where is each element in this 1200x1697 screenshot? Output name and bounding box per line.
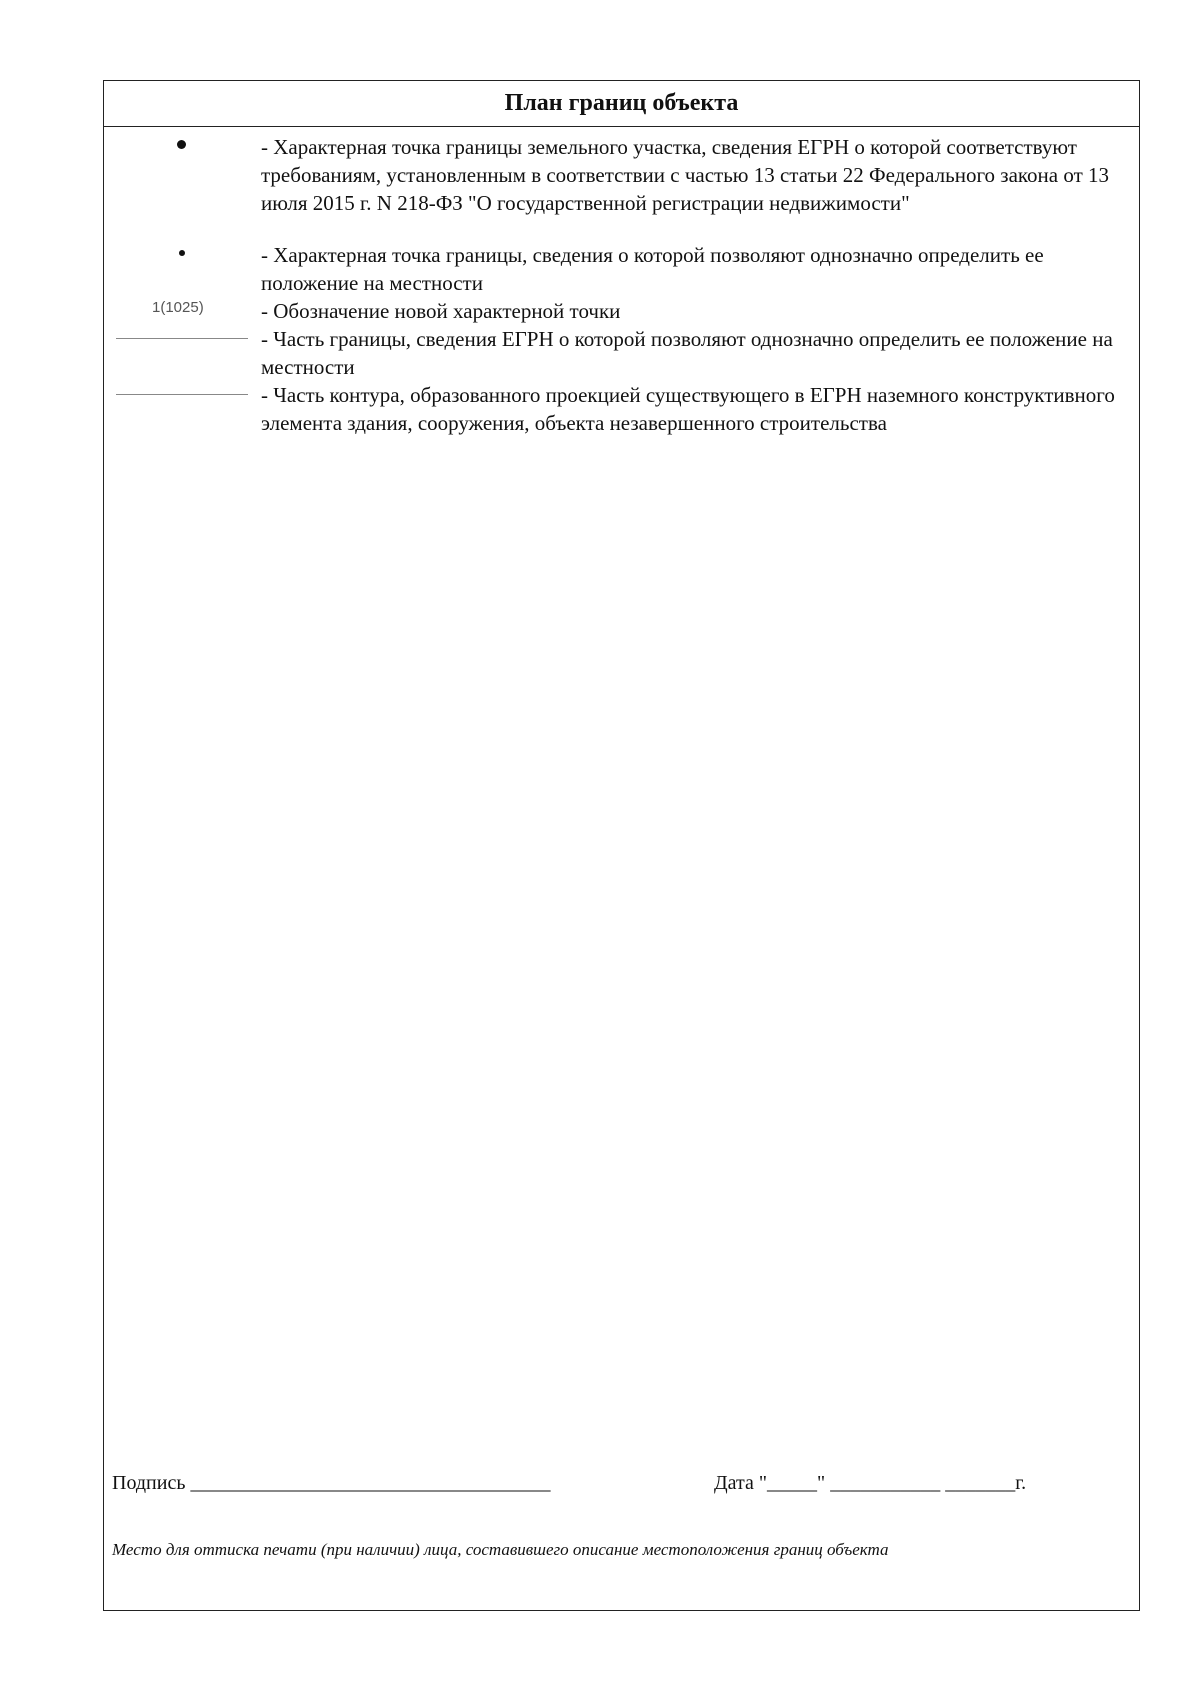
legend-text: - Часть границы, сведения ЕГРН о которой позволяют однозначно определить ее положение на местности <box>261 327 1113 379</box>
legend-symbol <box>104 241 261 269</box>
legend-text: - Обозначение новой характерной точки <box>261 299 621 323</box>
small-dot-icon <box>179 250 185 256</box>
legend-symbol <box>104 325 261 353</box>
point-label-sample: 1(1025) <box>152 299 204 316</box>
document-frame <box>103 80 1140 1611</box>
date-field: Дата "_____" ___________ _______г. <box>714 1472 1027 1494</box>
legend-item-land-point <box>104 133 1139 241</box>
legend <box>104 133 1139 465</box>
legend-text: - Часть контура, образованного проекцией существующего в ЕГРН наземного конструктивного элемента здания, сооружения, объекта незавершенного строительства <box>261 383 1115 435</box>
legend-item-new-point <box>104 297 1139 325</box>
legend-symbol <box>104 381 261 409</box>
legend-item-boundary-part <box>104 325 1139 381</box>
signature-field: Подпись ____________________________________ <box>112 1472 551 1494</box>
legend-text: - Характерная точка границы земельного участка, сведения ЕГРН о которой соответствуют требованиям, установленным в соответствии с частью 13 статьи 22 Федерального закона от 13 июля 2015 г. N 218-ФЗ "О государственной регистрации недвижимости" <box>261 135 1110 215</box>
stamp-note: Место для оттиска печати (при наличии) лица, составившего описание местоположения границ объекта <box>112 1540 889 1559</box>
legend-item-boundary-point <box>104 241 1139 297</box>
line-sample-icon <box>116 338 248 339</box>
large-dot-icon <box>177 140 186 149</box>
legend-symbol <box>104 133 261 161</box>
legend-symbol <box>104 297 261 325</box>
legend-item-contour-part <box>104 381 1139 465</box>
document-title: План границ объекта <box>104 81 1139 127</box>
legend-text: - Характерная точка границы, сведения о которой позволяют однозначно определить ее положение на местности <box>261 243 1044 295</box>
line-sample-icon <box>116 394 248 395</box>
